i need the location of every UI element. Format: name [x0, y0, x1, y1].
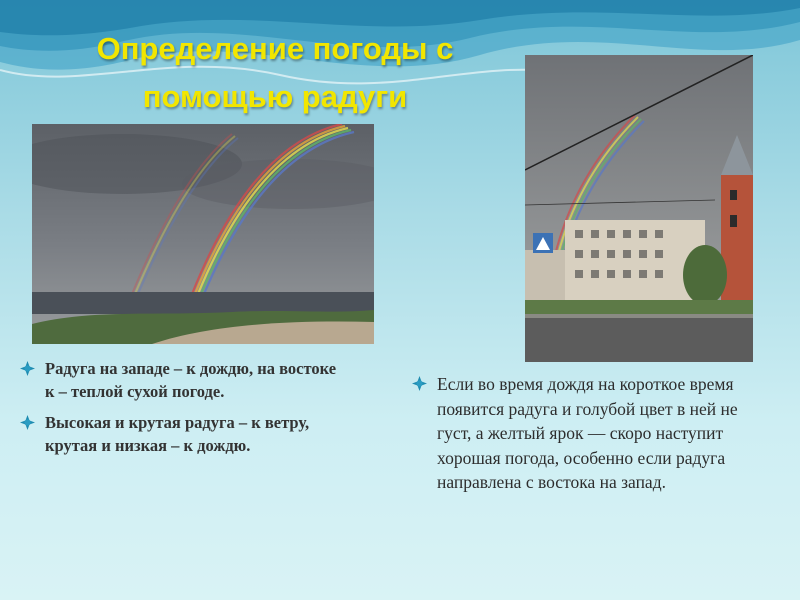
- list-item: [20, 357, 340, 403]
- bullet-icon: [20, 415, 35, 430]
- left-bullet-list: [20, 357, 340, 465]
- rainbow-town-photo: [525, 55, 753, 362]
- list-item: [412, 372, 772, 495]
- bullet-text: Высокая и крутая радуга – к ветру, крутая и низкая – к дождю.: [45, 413, 310, 455]
- right-bullet-list: [412, 372, 772, 495]
- bullet-icon: [412, 376, 427, 391]
- rainbow-sea-photo: [32, 124, 374, 344]
- bullet-icon: [20, 361, 35, 376]
- slide-title: Определение погоды с помощью радуги: [96, 31, 454, 114]
- bullet-text: Радуга на западе – к дождю, на востоке к – теплой сухой погоде.: [45, 359, 337, 401]
- bullet-text: Если во время дождя на короткое время появится радуга и голубой цвет в ней не густ, а желтый ярок — скоро наступит хорошая погода, особенно если радуга направлена с востока на запад.: [437, 374, 738, 492]
- list-item: [20, 411, 340, 457]
